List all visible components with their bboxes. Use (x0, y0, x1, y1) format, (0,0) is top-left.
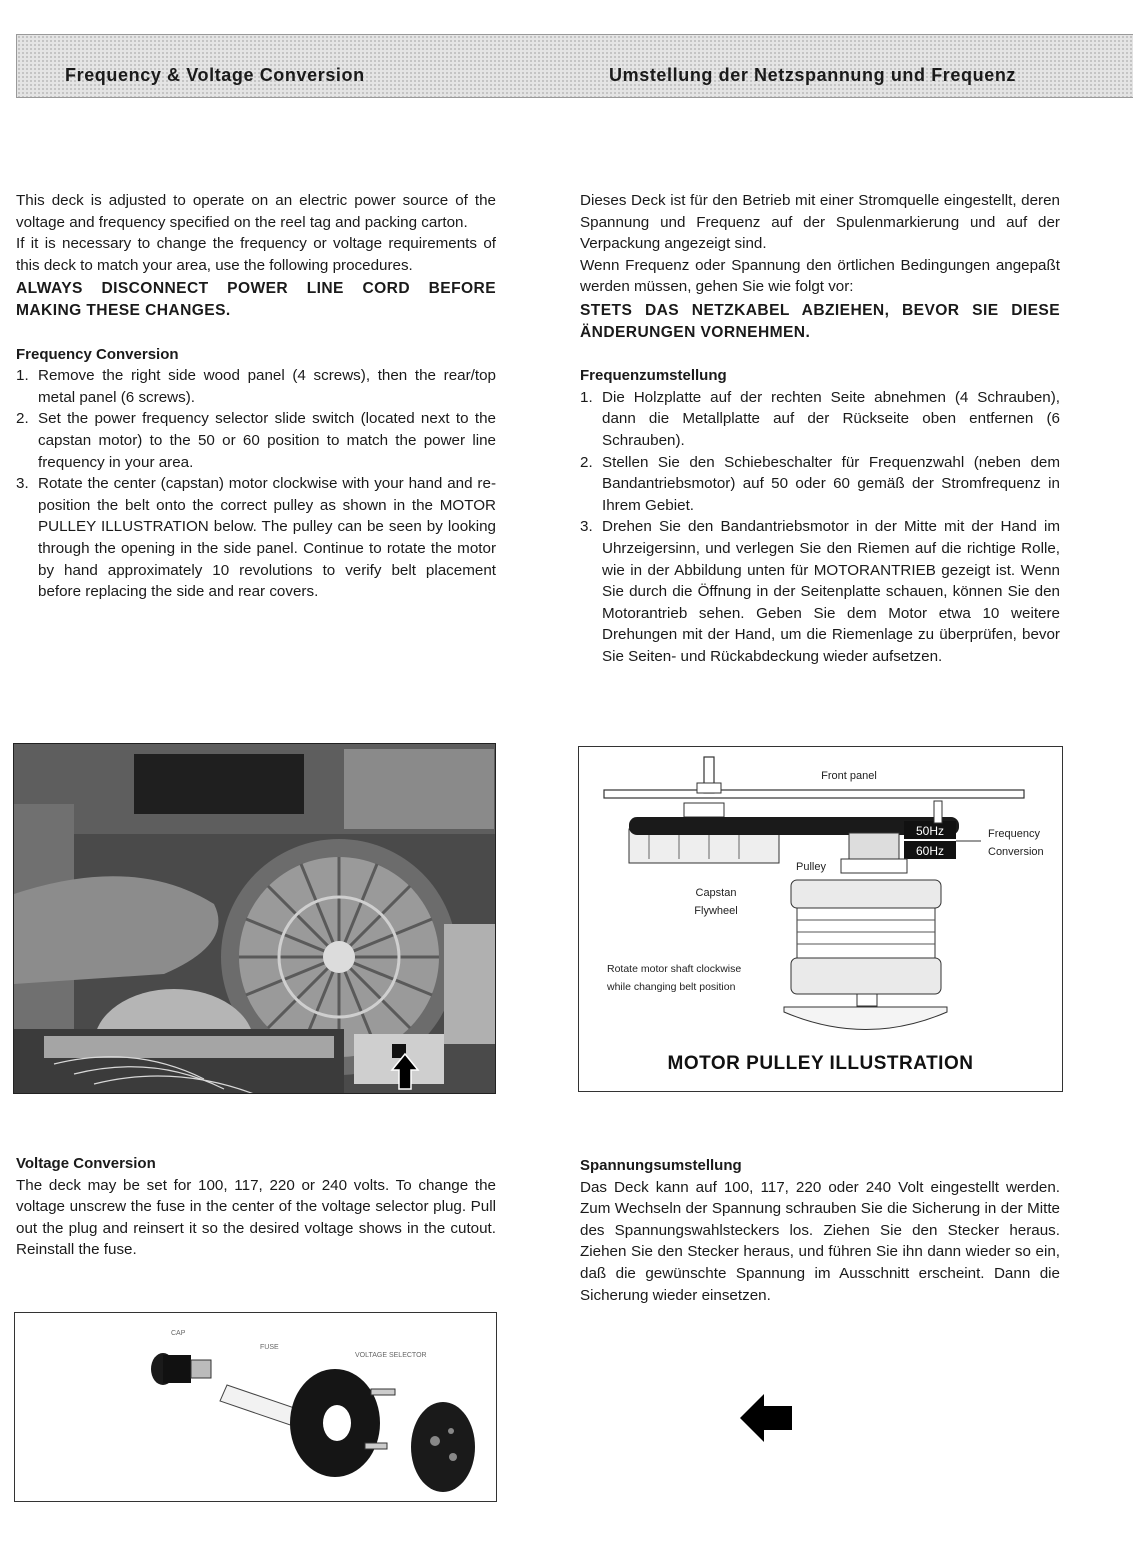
step-number: 3. (580, 518, 593, 536)
german-volt-heading: Spannungsumstellung (580, 1157, 742, 1174)
german-steps (580, 387, 1060, 668)
fuse-diagram-drawing (15, 1313, 497, 1502)
english-freq-heading: Frequency Conversion (16, 345, 179, 363)
cap-label: CAP (171, 1330, 186, 1337)
freq-label-1: Frequency (988, 828, 1040, 840)
german-intro-2: Wenn Frequenz oder Spannung den örtlichen Bedingungen angepaßt werden müssen, gehen Sie wie folgt vor: (580, 256, 1060, 296)
step-text: Rotate the center (capstan) motor clockwise with your hand and re-position the belt onto the correct pulley as shown in the MOTOR PULLEY ILLUSTRATION below. The pulley can be seen by looking through the opening in the side panel. Continue to rotate the motor by hand approximately 10 revolutions to verify belt placement before replacing the side and rear covers. (38, 475, 496, 601)
pulley-diagram (579, 747, 1063, 1092)
step-text: Set the power frequency selector slide switch (located next to the capstan motor) to the 50 or 60 position to match the power line frequency in your area. (38, 410, 496, 471)
fuse-label: FUSE (260, 1344, 279, 1351)
arrow-left-icon (738, 1392, 794, 1444)
fuse-diagram (14, 1312, 497, 1502)
german-intro-1: Dieses Deck ist für den Betrieb mit einer Stromquelle eingestellt, deren Spannung und Frequenz auf der Spulenmarkierung und auf der Verpackung angezeigt sind. (580, 192, 1060, 253)
german-volt-text: Das Deck kann auf 100, 117, 220 oder 240 Volt eingestellt werden. Zum Wechseln der Spannung schrauben Sie die Sicherung in der Mitte des Spannungswahlsteckers los. Ziehen Sie den Stecker heraus. Ziehen Sie den Stecker heraus, und führen Sie ihn dann wieder so ein, daß die gewünschte Spannung im Ausschnitt erscheint. Dann die Sicherung wieder einsetzen. (580, 1178, 1060, 1304)
german-voltage-section (580, 1155, 1060, 1306)
selector-label: VOLTAGE SELECTOR (355, 1352, 427, 1359)
german-section (580, 190, 1060, 667)
german-freq-heading: Frequenzumstellung (580, 367, 727, 385)
motor-photo-drawing (14, 744, 496, 1094)
english-warning: ALWAYS DISCONNECT POWER LINE CORD BEFORE MAKING THESE CHANGES. (16, 280, 496, 319)
step-text: Die Holzplatte auf der rechten Seite abnehmen (4 Schrauben), dann die Metallplatte auf der Rückseite oben entfernen (6 Schrauben). (602, 388, 1060, 449)
step-text: Drehen Sie den Bandantriebsmotor in der Mitte mit der Hand im Uhrzeigersinn, und verlegen Sie den Riemen auf die richtige Rolle, wie in der Abbildung unten für MOTORANTRIEB gezeigt ist. Wenn Sie durch die Öffnung in der Seitenplatte schauen, können Sie den Motorantrieb sehen. Geben Sie dem Motor etwa 10 weitere Drehungen mit der Hand, um die Riemenlage zu überprüfen, bevor Sie Seiten- und Rückabdeckung wieder aufsetzen. (602, 518, 1060, 665)
step-text: Stellen Sie den Schiebeschalter für Frequenzwahl (neben dem Bandantriebsmotor) auf 50 oder 60 gemäß der Stromfrequenz in Ihrem Gebiet. (602, 453, 1060, 514)
english-intro-2: If it is necessary to change the frequency or voltage requirements of this deck to match your area, use the following procedures. (16, 235, 496, 274)
pulley-label: Pulley (796, 861, 826, 873)
german-step (580, 516, 1060, 667)
german-step (580, 387, 1060, 452)
step-number: 2. (580, 453, 593, 471)
english-section (16, 190, 496, 603)
step-text: Remove the right side wood panel (4 screws), then the rear/top metal panel (6 screws). (38, 367, 496, 406)
freq-label-2: Conversion (988, 846, 1044, 858)
english-step (16, 365, 496, 408)
rotate-label-1: Rotate motor shaft clockwise (607, 963, 742, 975)
header-title-en: Frequency & Voltage Conversion (65, 65, 365, 85)
header-bar (16, 34, 1133, 98)
english-step (16, 473, 496, 603)
step-number: 1. (16, 367, 29, 385)
english-volt-text: The deck may be set for 100, 117, 220 or 240 volts. To change the voltage unscrew the fuse in the center of the voltage selector plug. Pull out the plug and reinsert it so the desired voltage shows in the cutout. Reinstall the fuse. (16, 1176, 496, 1259)
step-number: 2. (16, 410, 29, 428)
illustration-caption: MOTOR PULLEY ILLUSTRATION (667, 1053, 974, 1074)
german-warning: STETS DAS NETZKABEL ABZIEHEN, BEVOR SIE DIESE ÄNDERUNGEN VORNEHMEN. (580, 301, 1060, 341)
header-title-de: Umstellung der Netzspannung und Frequenz (609, 65, 1017, 85)
motor-pulley-illustration (578, 746, 1063, 1092)
hz50-label: 50Hz (915, 824, 945, 838)
rotate-label-2: while changing belt position (607, 981, 736, 993)
english-volt-heading: Voltage Conversion (16, 1155, 156, 1172)
english-step (16, 408, 496, 473)
capstan-label-2: Flywheel (694, 905, 738, 917)
step-number: 1. (580, 388, 593, 406)
english-steps (16, 365, 496, 603)
hz60-label: 60Hz (915, 844, 945, 858)
german-step (580, 452, 1060, 517)
step-number: 3. (16, 475, 29, 493)
motor-photo (13, 743, 496, 1094)
front-panel-label: Front panel (821, 770, 877, 782)
capstan-label-1: Capstan (695, 887, 737, 899)
english-intro-1: This deck is adjusted to operate on an electric power source of the voltage and frequency specified on the reel tag and packing carton. (16, 192, 496, 231)
english-voltage-section (16, 1153, 496, 1261)
